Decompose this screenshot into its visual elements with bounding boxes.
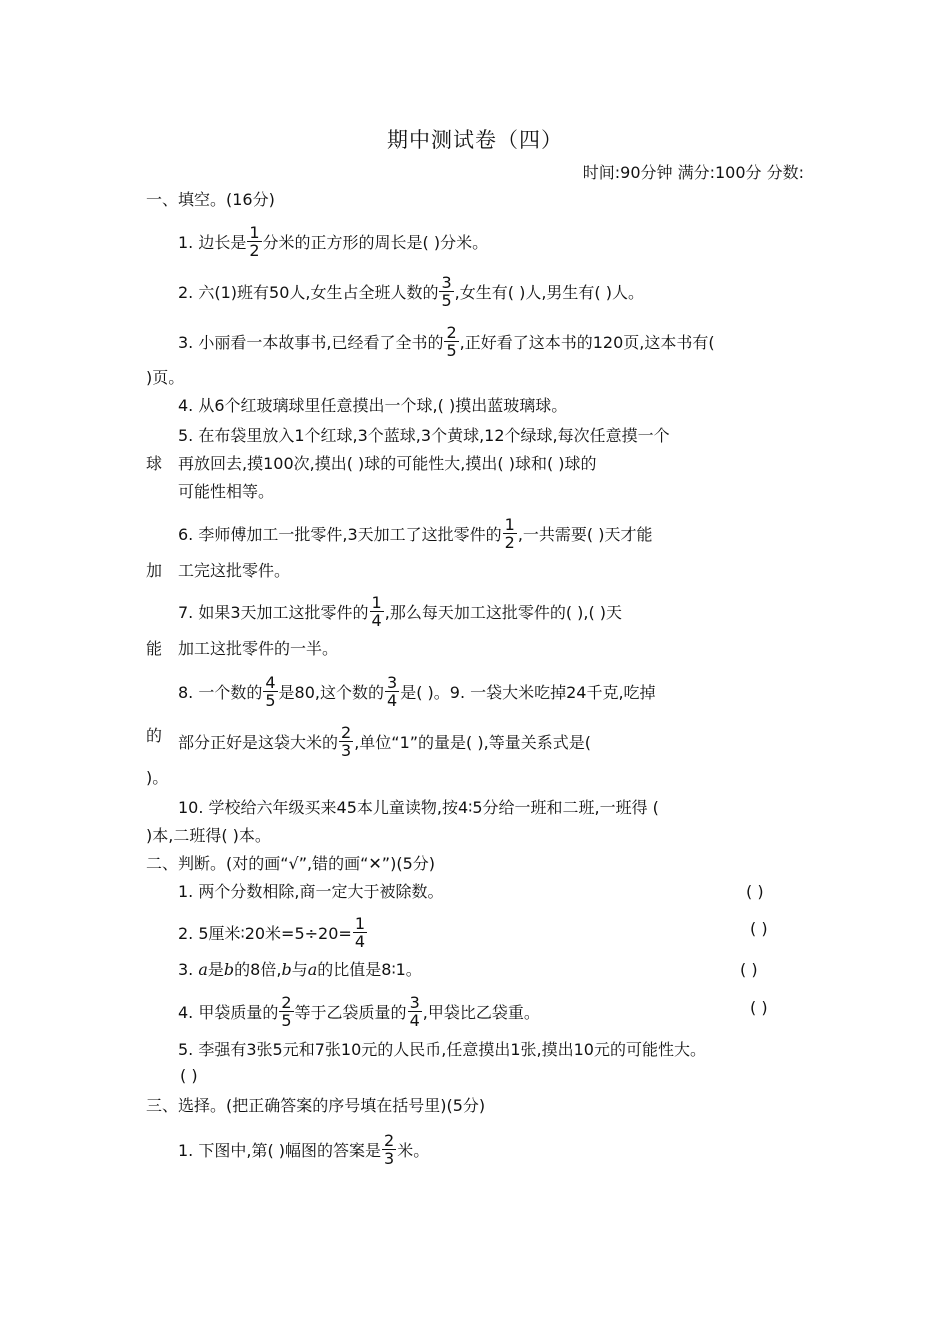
s2-item-5: 5. 李强有3张5元和7张10元的人民币,任意摸出1张,摸出10元的可能性大。 bbox=[178, 1040, 706, 1059]
s2-item-3-answer[interactable]: ( ) bbox=[740, 960, 758, 979]
exam-meta: 时间:90分钟 满分:100分 分数: bbox=[582, 163, 804, 182]
fraction: $\frac{4}{5}$ bbox=[265, 673, 276, 710]
fraction: $\frac{3}{4}$ bbox=[387, 673, 398, 710]
s1-question-7-start: 能 bbox=[146, 639, 163, 658]
s1-question-6: 6. 李师傅加工一批零件,3天加工了这批零件的 $\frac{1}{2}$ ,一共需要( )天才能 bbox=[178, 515, 653, 552]
s3-question-1: 1. 下图中,第( )幅图的答案是 $\frac{2}{3}$ 米。 bbox=[178, 1131, 430, 1168]
s1-question-5-line3: 可能性相等。 bbox=[178, 482, 275, 501]
s1-question-5: 5. 在布袋里放入1个红球,3个蓝球,3个黄球,12个绿球,每次任意摸一个 bbox=[178, 426, 670, 445]
fraction: $\frac{1}{2}$ bbox=[249, 223, 260, 260]
fraction: $\frac{2}{3}$ bbox=[384, 1131, 395, 1168]
s1-question-9: 部分正好是这袋大米的 $\frac{2}{3}$ ,单位“1”的量是( ),等量关系式是( bbox=[178, 723, 591, 760]
section-3-heading: 三、选择。(把正确答案的序号填在括号里)(5分) bbox=[146, 1096, 486, 1115]
s1-question-9-cont: )。 bbox=[146, 768, 169, 787]
fraction: $\frac{1}{2}$ bbox=[504, 515, 515, 552]
s1-question-7-line2: 加工这批零件的一半。 bbox=[178, 639, 339, 658]
fraction: $\frac{2}{3}$ bbox=[341, 723, 352, 760]
s2-item-4-answer[interactable]: ( ) bbox=[750, 998, 768, 1017]
s1-question-4: 4. 从6个红玻璃球里任意摸出一个球,( )摸出蓝玻璃球。 bbox=[178, 396, 568, 415]
s1-question-7: 7. 如果3天加工这批零件的 $\frac{1}{4}$ ,那么每天加工这批零件的( ),( )天 bbox=[178, 593, 623, 630]
fraction: $\frac{2}{5}$ bbox=[446, 323, 457, 360]
s1-question-5-start: 球 bbox=[146, 454, 163, 473]
section-2-heading: 二、判断。(对的画“√”,错的画“✕”)(5分) bbox=[146, 854, 435, 873]
s1-question-8: 8. 一个数的 $\frac{4}{5}$ 是80,这个数的 $\frac{3}{4}$ 是( )。9. 一袋大米吃掉24千克,吃掉 bbox=[178, 673, 656, 710]
fraction: $\frac{3}{4}$ bbox=[409, 993, 420, 1030]
s1-question-3: 3. 小丽看一本故事书,已经看了全书的 $\frac{2}{5}$ ,正好看了这本书的120页,这本书有( bbox=[178, 323, 715, 360]
s1-question-10: 10. 学校给六年级买来45本儿童读物,按4∶5分给一班和二班,一班得 ( bbox=[178, 798, 659, 817]
page-title: 期中测试卷（四） bbox=[387, 128, 563, 152]
fraction: $\frac{1}{4}$ bbox=[371, 593, 382, 630]
fraction: $\frac{2}{5}$ bbox=[281, 993, 292, 1030]
section-1-heading: 一、填空。(16分) bbox=[146, 190, 275, 209]
s2-item-5-answer[interactable]: ( ) bbox=[180, 1066, 198, 1085]
s1-question-6-start: 加 bbox=[146, 561, 163, 580]
s2-item-2-answer[interactable]: ( ) bbox=[750, 919, 768, 938]
s2-item-4: 4. 甲袋质量的 $\frac{2}{5}$ 等于乙袋质量的 $\frac{3}{4}$ ,甲袋比乙袋重。 bbox=[178, 993, 540, 1030]
s2-item-2: 2. 5厘米∶20米=5÷20= $\frac{1}{4}$ bbox=[178, 914, 366, 951]
fraction: $\frac{1}{4}$ bbox=[354, 914, 366, 951]
s1-question-1: 1. 边长是 $\frac{1}{2}$ 分米的正方形的周长是( )分米。 bbox=[178, 223, 489, 260]
s1-question-6-line2: 工完这批零件。 bbox=[178, 561, 291, 580]
s1-question-9-start: 的 bbox=[146, 726, 163, 745]
s2-item-3: 3. a是b的8倍,b与a的比值是8∶1。 bbox=[178, 960, 422, 979]
s2-item-1: 1. 两个分数相除,商一定大于被除数。 bbox=[178, 882, 444, 901]
s1-question-10-cont: )本,二班得( )本。 bbox=[146, 826, 271, 845]
s2-item-1-answer[interactable]: ( ) bbox=[746, 882, 764, 901]
fraction: $\frac{3}{5}$ bbox=[441, 273, 452, 310]
s1-question-2: 2. 六(1)班有50人,女生占全班人数的 $\frac{3}{5}$ ,女生有( )人,男生有( )人。 bbox=[178, 273, 644, 310]
s1-question-5-line2: 再放回去,摸100次,摸出( )球的可能性大,摸出( )球和( )球的 bbox=[178, 454, 597, 473]
s1-question-3-cont: )页。 bbox=[146, 368, 185, 387]
